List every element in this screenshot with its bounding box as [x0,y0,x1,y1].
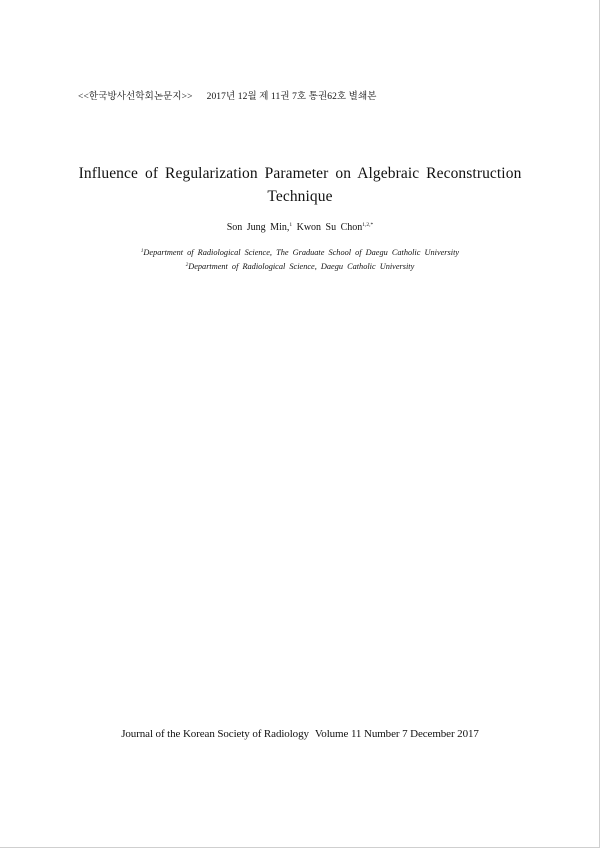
affiliation-text: Department of Radiological Science, The Graduate School of Daegu Catholic University [143,248,460,257]
affiliation [0,262,600,271]
paper-title: Influence of Regularization Parameter on Algebraic Reconstruction Technique [78,165,522,205]
author-list [0,222,600,233]
affiliation [0,248,600,257]
affiliation-text: Department of Radiological Science, Daegu Catholic University [188,262,415,271]
journal-header [78,88,377,102]
footer-volume-info: Volume 11 Number 7 December 2017 [314,728,479,740]
author-name: Son Jung Min, [226,222,290,233]
author-name: Kwon Su Chon [296,222,363,233]
affiliation-mark: 2 [185,263,189,268]
journal-name-korean: <<한국방사선학회논문지>> [78,92,193,102]
author-affiliation-mark: 1,2,* [362,222,374,228]
affiliation-mark: 1 [140,249,144,254]
issue-info-korean: 2017년 12월 제 11권 7호 통권62호 별쇄본 [206,92,377,102]
author-affiliation-mark: 1 [289,222,293,228]
journal-footer [0,728,600,740]
footer-journal-name: Journal of the Korean Society of Radiology [121,728,309,740]
